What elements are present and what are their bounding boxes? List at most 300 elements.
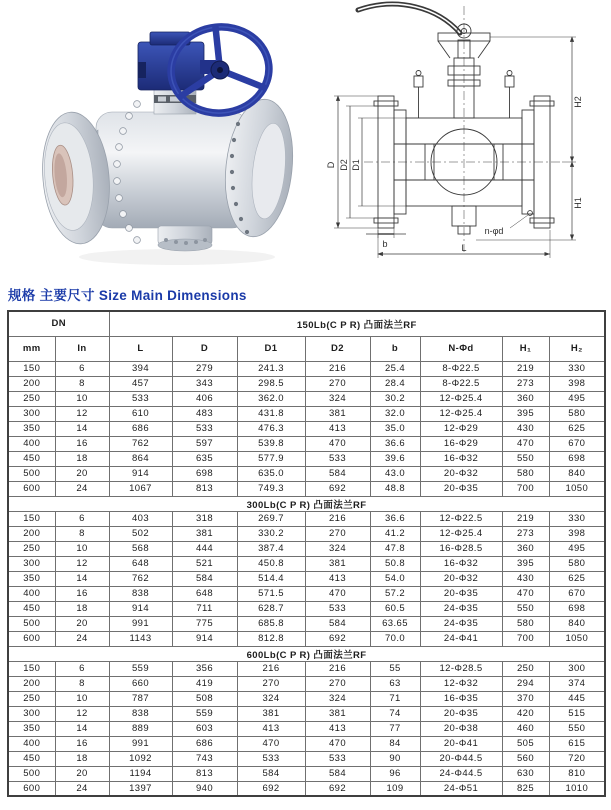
table-row bbox=[8, 676, 605, 691]
table-cell: 505 bbox=[502, 736, 549, 751]
table-cell: 270 bbox=[237, 676, 305, 691]
table-cell: 775 bbox=[172, 616, 237, 631]
table-cell: 219 bbox=[502, 361, 549, 376]
table-cell: 615 bbox=[549, 736, 605, 751]
table-cell: 70.0 bbox=[370, 631, 420, 646]
table-cell: 14 bbox=[55, 421, 109, 436]
table-cell: 495 bbox=[549, 391, 605, 406]
table-cell: 445 bbox=[549, 691, 605, 706]
table-cell: 63 bbox=[370, 676, 420, 691]
table-cell: 577.9 bbox=[237, 451, 305, 466]
table-cell: 12-Φ25.4 bbox=[420, 391, 502, 406]
dim-label-D1: D1 bbox=[351, 159, 361, 171]
table-cell: 700 bbox=[502, 631, 549, 646]
table-cell: 743 bbox=[172, 751, 237, 766]
table-cell: 398 bbox=[549, 376, 605, 391]
table-cell: 419 bbox=[172, 676, 237, 691]
table-cell: 12-Φ22.5 bbox=[420, 511, 502, 526]
table-cell: 8-Φ22.5 bbox=[420, 376, 502, 391]
table-cell: 450 bbox=[8, 601, 55, 616]
table-cell: 500 bbox=[8, 616, 55, 631]
table-cell: 838 bbox=[109, 706, 172, 721]
table-cell: 625 bbox=[549, 571, 605, 586]
table-cell: 692 bbox=[305, 481, 370, 496]
table-cell: 720 bbox=[549, 751, 605, 766]
table-cell: 24 bbox=[55, 781, 109, 796]
table-cell: 12 bbox=[55, 706, 109, 721]
table-cell: 430 bbox=[502, 571, 549, 586]
dim-label-D2: D2 bbox=[339, 159, 349, 171]
table-cell: 63.65 bbox=[370, 616, 420, 631]
table-body bbox=[8, 361, 605, 796]
table-cell: 8 bbox=[55, 676, 109, 691]
section-header-1: 300Lb(C P R) 凸面法兰RF bbox=[8, 496, 605, 511]
table-cell: 686 bbox=[109, 421, 172, 436]
table-cell: 600 bbox=[8, 781, 55, 796]
dimensions-table bbox=[7, 310, 606, 797]
table-cell: 403 bbox=[109, 511, 172, 526]
table-cell: 635 bbox=[172, 451, 237, 466]
table-cell: 533 bbox=[305, 451, 370, 466]
table-cell: 381 bbox=[305, 406, 370, 421]
table-cell: 628.7 bbox=[237, 601, 305, 616]
table-cell: 838 bbox=[109, 586, 172, 601]
table-cell: 324 bbox=[305, 541, 370, 556]
table-cell: 889 bbox=[109, 721, 172, 736]
table-cell: 109 bbox=[370, 781, 420, 796]
table-cell: 400 bbox=[8, 436, 55, 451]
table-cell: 24 bbox=[55, 631, 109, 646]
table-cell: 24-Φ35 bbox=[420, 601, 502, 616]
col-header: L bbox=[109, 336, 172, 361]
table-cell: 14 bbox=[55, 721, 109, 736]
table-cell: 584 bbox=[237, 766, 305, 781]
table-row bbox=[8, 406, 605, 421]
dim-label-D: D bbox=[326, 161, 336, 169]
table-cell: 698 bbox=[549, 451, 605, 466]
table-cell: 350 bbox=[8, 571, 55, 586]
table-cell: 216 bbox=[237, 661, 305, 676]
table-cell: 840 bbox=[549, 616, 605, 631]
table-cell: 18 bbox=[55, 451, 109, 466]
table-cell: 450 bbox=[8, 751, 55, 766]
table-cell: 41.2 bbox=[370, 526, 420, 541]
table-cell: 12-Φ28.5 bbox=[420, 661, 502, 676]
dn-header: DN bbox=[8, 311, 109, 336]
table-cell: 400 bbox=[8, 736, 55, 751]
table-cell: 560 bbox=[502, 751, 549, 766]
table-cell: 28.4 bbox=[370, 376, 420, 391]
table-cell: 584 bbox=[305, 766, 370, 781]
table-cell: 381 bbox=[305, 706, 370, 721]
table-cell: 150 bbox=[8, 511, 55, 526]
table-cell: 825 bbox=[502, 781, 549, 796]
table-cell: 200 bbox=[8, 376, 55, 391]
col-header: D2 bbox=[305, 336, 370, 361]
dim-label-n-phi-d: n-φd bbox=[484, 226, 504, 236]
table-cell: 470 bbox=[502, 586, 549, 601]
table-cell: 25.4 bbox=[370, 361, 420, 376]
table-cell: 16-Φ29 bbox=[420, 436, 502, 451]
table-cell: 584 bbox=[172, 571, 237, 586]
table-cell: 10 bbox=[55, 541, 109, 556]
table-cell: 580 bbox=[549, 556, 605, 571]
table-cell: 57.2 bbox=[370, 586, 420, 601]
table-cell: 692 bbox=[305, 781, 370, 796]
table-cell: 16 bbox=[55, 736, 109, 751]
table-cell: 60.5 bbox=[370, 601, 420, 616]
table-cell: 406 bbox=[172, 391, 237, 406]
table-cell: 273 bbox=[502, 526, 549, 541]
table-cell: 460 bbox=[502, 721, 549, 736]
table-cell: 77 bbox=[370, 721, 420, 736]
table-cell: 20 bbox=[55, 466, 109, 481]
section-header-0: 150Lb(C P R) 凸面法兰RF bbox=[109, 311, 605, 336]
table-cell: 398 bbox=[549, 526, 605, 541]
table-cell: 39.6 bbox=[370, 451, 420, 466]
table-cell: 749.3 bbox=[237, 481, 305, 496]
table-cell: 762 bbox=[109, 571, 172, 586]
table-cell: 635.0 bbox=[237, 466, 305, 481]
sealant-fitting bbox=[414, 76, 423, 87]
table-cell: 431.8 bbox=[237, 406, 305, 421]
table-row bbox=[8, 721, 605, 736]
table-cell: 381 bbox=[305, 556, 370, 571]
table-head bbox=[8, 311, 605, 361]
table-cell: 300 bbox=[8, 406, 55, 421]
section-header-2: 600Lb(C P R) 凸面法兰RF bbox=[8, 646, 605, 661]
table-cell: 330 bbox=[549, 361, 605, 376]
table-cell: 533 bbox=[237, 751, 305, 766]
table-cell: 670 bbox=[549, 586, 605, 601]
table-cell: 250 bbox=[8, 541, 55, 556]
table-cell: 400 bbox=[8, 586, 55, 601]
table-cell: 571.5 bbox=[237, 586, 305, 601]
col-header: N-Φd bbox=[420, 336, 502, 361]
table-cell: 413 bbox=[237, 721, 305, 736]
table-cell: 48.8 bbox=[370, 481, 420, 496]
table-cell: 250 bbox=[8, 391, 55, 406]
table-cell: 360 bbox=[502, 541, 549, 556]
table-cell: 324 bbox=[305, 691, 370, 706]
col-header: mm bbox=[8, 336, 55, 361]
table-cell: 1143 bbox=[109, 631, 172, 646]
table-cell: 16-Φ32 bbox=[420, 451, 502, 466]
table-cell: 216 bbox=[305, 361, 370, 376]
valve-technical-drawing bbox=[322, 0, 608, 272]
table-cell: 515 bbox=[549, 706, 605, 721]
table-cell: 812.8 bbox=[237, 631, 305, 646]
table-row bbox=[8, 556, 605, 571]
table-cell: 6 bbox=[55, 511, 109, 526]
table-row bbox=[8, 706, 605, 721]
table-cell: 580 bbox=[502, 616, 549, 631]
table-cell: 610 bbox=[109, 406, 172, 421]
table-cell: 55 bbox=[370, 661, 420, 676]
table-cell: 241.3 bbox=[237, 361, 305, 376]
table-cell: 6 bbox=[55, 361, 109, 376]
table-cell: 219 bbox=[502, 511, 549, 526]
table-cell: 580 bbox=[549, 406, 605, 421]
table-cell: 1092 bbox=[109, 751, 172, 766]
table-row bbox=[8, 391, 605, 406]
table-cell: 470 bbox=[305, 736, 370, 751]
table-cell: 330.2 bbox=[237, 526, 305, 541]
table-cell: 413 bbox=[305, 721, 370, 736]
table-cell: 300 bbox=[8, 556, 55, 571]
table-cell: 20-Φ35 bbox=[420, 586, 502, 601]
table-cell: 270 bbox=[305, 676, 370, 691]
table-row bbox=[8, 751, 605, 766]
table-cell: 84 bbox=[370, 736, 420, 751]
dim-label-H1: H1 bbox=[573, 197, 583, 209]
col-header: H₂ bbox=[549, 336, 605, 361]
valve-body bbox=[96, 112, 248, 228]
table-row bbox=[8, 541, 605, 556]
table-cell: 24-Φ35 bbox=[420, 616, 502, 631]
table-cell: 698 bbox=[549, 601, 605, 616]
table-cell: 54.0 bbox=[370, 571, 420, 586]
table-cell: 420 bbox=[502, 706, 549, 721]
table-cell: 470 bbox=[305, 436, 370, 451]
table-cell: 24-Φ41 bbox=[420, 631, 502, 646]
table-cell: 318 bbox=[172, 511, 237, 526]
section-header-row bbox=[8, 646, 605, 661]
table-cell: 533 bbox=[305, 751, 370, 766]
table-row bbox=[8, 586, 605, 601]
table-cell: 550 bbox=[502, 601, 549, 616]
table-cell: 470 bbox=[237, 736, 305, 751]
table-cell: 16 bbox=[55, 586, 109, 601]
col-header: D1 bbox=[237, 336, 305, 361]
table-cell: 20 bbox=[55, 616, 109, 631]
table-cell: 387.4 bbox=[237, 541, 305, 556]
col-header: b bbox=[370, 336, 420, 361]
table-cell: 430 bbox=[502, 421, 549, 436]
table-row bbox=[8, 736, 605, 751]
table-cell: 559 bbox=[172, 706, 237, 721]
table-cell: 450.8 bbox=[237, 556, 305, 571]
table-cell: 20-Φ44.5 bbox=[420, 751, 502, 766]
table-row bbox=[8, 691, 605, 706]
col-header: D bbox=[172, 336, 237, 361]
table-wrapper bbox=[7, 310, 604, 797]
table-cell: 350 bbox=[8, 421, 55, 436]
table-row bbox=[8, 421, 605, 436]
table-cell: 787 bbox=[109, 691, 172, 706]
valve-photo bbox=[12, 4, 320, 272]
table-cell: 20-Φ35 bbox=[420, 706, 502, 721]
table-cell: 648 bbox=[172, 586, 237, 601]
table-cell: 24-Φ51 bbox=[420, 781, 502, 796]
table-row bbox=[8, 661, 605, 676]
table-cell: 698 bbox=[172, 466, 237, 481]
table-cell: 324 bbox=[305, 391, 370, 406]
photo-shadow bbox=[79, 249, 275, 265]
table-cell: 374 bbox=[549, 676, 605, 691]
table-cell: 457 bbox=[109, 376, 172, 391]
table-cell: 813 bbox=[172, 481, 237, 496]
table-cell: 300 bbox=[549, 661, 605, 676]
table-cell: 24-Φ44.5 bbox=[420, 766, 502, 781]
table-row bbox=[8, 481, 605, 496]
section-header-row bbox=[8, 496, 605, 511]
table-cell: 330 bbox=[549, 511, 605, 526]
table-cell: 1050 bbox=[549, 481, 605, 496]
table-cell: 648 bbox=[109, 556, 172, 571]
table-cell: 670 bbox=[549, 436, 605, 451]
table-cell: 300 bbox=[8, 706, 55, 721]
table-cell: 343 bbox=[172, 376, 237, 391]
table-cell: 991 bbox=[109, 736, 172, 751]
table-cell: 813 bbox=[172, 766, 237, 781]
table-row bbox=[8, 601, 605, 616]
table-cell: 200 bbox=[8, 526, 55, 541]
table-cell: 12-Φ29 bbox=[420, 421, 502, 436]
table-row bbox=[8, 376, 605, 391]
table-cell: 559 bbox=[109, 661, 172, 676]
table-cell: 450 bbox=[8, 451, 55, 466]
table-cell: 584 bbox=[305, 466, 370, 481]
table-cell: 550 bbox=[549, 721, 605, 736]
table-cell: 71 bbox=[370, 691, 420, 706]
table-cell: 250 bbox=[8, 691, 55, 706]
table-cell: 470 bbox=[502, 436, 549, 451]
table-cell: 914 bbox=[172, 631, 237, 646]
table-cell: 294 bbox=[502, 676, 549, 691]
table-cell: 12-Φ25.4 bbox=[420, 526, 502, 541]
valve-section-drawing bbox=[322, 0, 608, 272]
table-cell: 362.0 bbox=[237, 391, 305, 406]
table-cell: 273 bbox=[502, 376, 549, 391]
table-cell: 1050 bbox=[549, 631, 605, 646]
table-row bbox=[8, 571, 605, 586]
table-cell: 270 bbox=[305, 376, 370, 391]
table-cell: 96 bbox=[370, 766, 420, 781]
table-cell: 150 bbox=[8, 361, 55, 376]
dim-label-b: b bbox=[382, 239, 388, 249]
sealant-fitting bbox=[505, 76, 514, 87]
table-cell: 16-Φ28.5 bbox=[420, 541, 502, 556]
col-header: H₁ bbox=[502, 336, 549, 361]
table-cell: 603 bbox=[172, 721, 237, 736]
bottom-drain-flange bbox=[158, 226, 212, 251]
table-cell: 150 bbox=[8, 661, 55, 676]
table-cell: 483 bbox=[172, 406, 237, 421]
table-cell: 476.3 bbox=[237, 421, 305, 436]
table-cell: 500 bbox=[8, 466, 55, 481]
table-cell: 16-Φ35 bbox=[420, 691, 502, 706]
table-row bbox=[8, 631, 605, 646]
table-cell: 12-Φ25.4 bbox=[420, 406, 502, 421]
table-cell: 250 bbox=[502, 661, 549, 676]
ball-valve-photo-illustration bbox=[12, 4, 320, 272]
table-cell: 521 bbox=[172, 556, 237, 571]
table-cell: 692 bbox=[237, 781, 305, 796]
table-cell: 864 bbox=[109, 451, 172, 466]
page-title: 规格 主要尺寸 Size Main Dimensions bbox=[8, 288, 247, 303]
table-cell: 14 bbox=[55, 571, 109, 586]
table-cell: 840 bbox=[549, 466, 605, 481]
table-cell: 370 bbox=[502, 691, 549, 706]
table-cell: 470 bbox=[305, 586, 370, 601]
bolt-hole bbox=[528, 211, 533, 216]
table-cell: 8 bbox=[55, 376, 109, 391]
table-cell: 47.8 bbox=[370, 541, 420, 556]
table-cell: 43.0 bbox=[370, 466, 420, 481]
table-cell: 35.0 bbox=[370, 421, 420, 436]
table-cell: 216 bbox=[305, 661, 370, 676]
table-cell: 660 bbox=[109, 676, 172, 691]
table-cell: 12-Φ32 bbox=[420, 676, 502, 691]
table-cell: 991 bbox=[109, 616, 172, 631]
table-cell: 20-Φ32 bbox=[420, 571, 502, 586]
table-cell: 940 bbox=[172, 781, 237, 796]
table-cell: 32.0 bbox=[370, 406, 420, 421]
table-cell: 20-Φ38 bbox=[420, 721, 502, 736]
table-cell: 597 bbox=[172, 436, 237, 451]
table-cell: 500 bbox=[8, 766, 55, 781]
table-cell: 12 bbox=[55, 556, 109, 571]
table-cell: 18 bbox=[55, 751, 109, 766]
table-cell: 514.4 bbox=[237, 571, 305, 586]
table-cell: 298.5 bbox=[237, 376, 305, 391]
header-row-class bbox=[8, 311, 605, 336]
table-cell: 711 bbox=[172, 601, 237, 616]
table-cell: 413 bbox=[305, 571, 370, 586]
table-cell: 16 bbox=[55, 436, 109, 451]
table-cell: 580 bbox=[502, 466, 549, 481]
table-cell: 200 bbox=[8, 676, 55, 691]
table-cell: 360 bbox=[502, 391, 549, 406]
table-cell: 625 bbox=[549, 421, 605, 436]
table-cell: 6 bbox=[55, 661, 109, 676]
table-cell: 36.6 bbox=[370, 436, 420, 451]
table-cell: 1194 bbox=[109, 766, 172, 781]
table-cell: 568 bbox=[109, 541, 172, 556]
table-cell: 30.2 bbox=[370, 391, 420, 406]
table-cell: 413 bbox=[305, 421, 370, 436]
table-cell: 810 bbox=[549, 766, 605, 781]
table-cell: 8 bbox=[55, 526, 109, 541]
table-row bbox=[8, 781, 605, 796]
table-cell: 700 bbox=[502, 481, 549, 496]
table-cell: 350 bbox=[8, 721, 55, 736]
table-cell: 394 bbox=[109, 361, 172, 376]
table-cell: 444 bbox=[172, 541, 237, 556]
col-header: In bbox=[55, 336, 109, 361]
table-row bbox=[8, 361, 605, 376]
table-cell: 279 bbox=[172, 361, 237, 376]
table-cell: 20-Φ35 bbox=[420, 481, 502, 496]
dim-label-L: L bbox=[461, 243, 467, 253]
table-cell: 16-Φ32 bbox=[420, 556, 502, 571]
table-cell: 692 bbox=[305, 631, 370, 646]
dim-label-H2: H2 bbox=[573, 96, 583, 108]
table-cell: 508 bbox=[172, 691, 237, 706]
table-cell: 502 bbox=[109, 526, 172, 541]
table-cell: 20-Φ32 bbox=[420, 466, 502, 481]
table-cell: 10 bbox=[55, 391, 109, 406]
header-row-columns bbox=[8, 336, 605, 361]
table-cell: 1010 bbox=[549, 781, 605, 796]
hero-section bbox=[0, 0, 611, 280]
table-cell: 914 bbox=[109, 466, 172, 481]
table-cell: 395 bbox=[502, 406, 549, 421]
table-row bbox=[8, 616, 605, 631]
table-cell: 584 bbox=[305, 616, 370, 631]
table-cell: 20 bbox=[55, 766, 109, 781]
